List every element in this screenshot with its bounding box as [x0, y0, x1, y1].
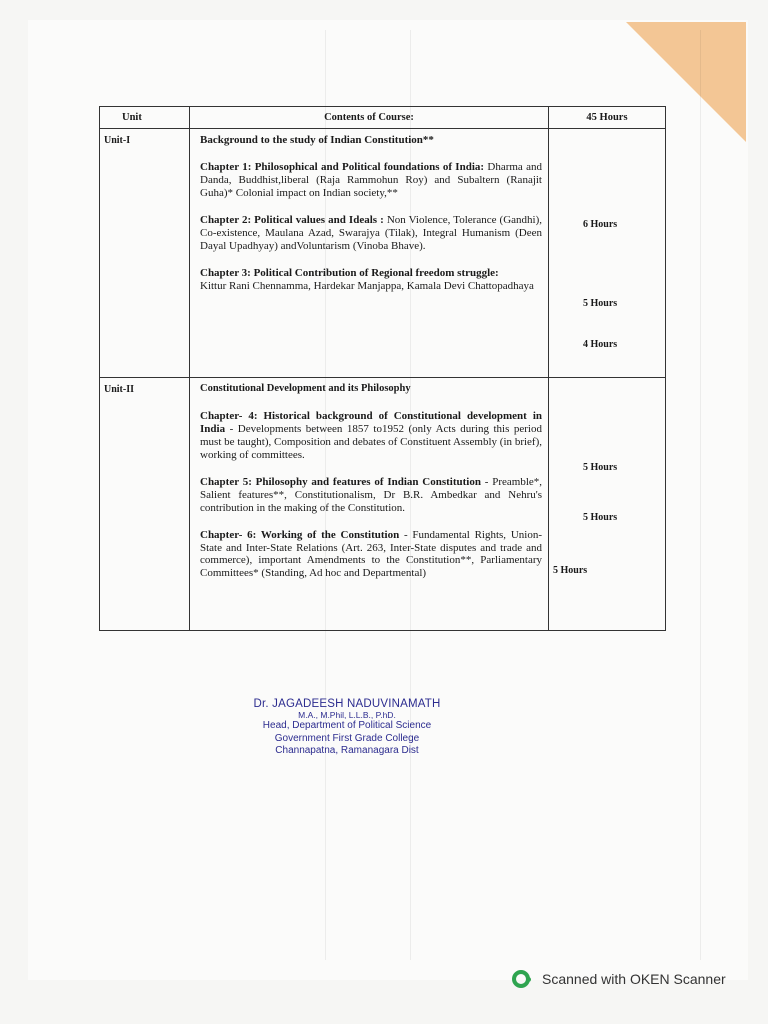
chapter: [200, 476, 542, 515]
chapter-title: Chapter- 4: Historical background of Constitutional development in India: [200, 409, 542, 435]
chapter-body: - Preamble*, Salient features**, Constitutionalism, Dr B.R. Ambedkar and Nehru's contribution in the making of the Constitution.: [200, 475, 543, 514]
chapter-hours: 5 Hours: [583, 512, 618, 524]
chapter: [200, 267, 542, 293]
chapter-title: Chapter 2: Political values and Ideals :: [200, 214, 384, 227]
signatory-position: Head, Department of Political Science: [262, 720, 432, 732]
chapter: [200, 410, 542, 462]
signature-stamp: [222, 698, 472, 757]
unit-label: Unit-I: [100, 129, 190, 378]
header-contents: Contents of Course:: [190, 107, 549, 129]
chapter-title: Chapter 5: Philosophy and features of Indian Constitution: [200, 475, 481, 488]
signatory-location: Channapatna, Ramanagara Dist: [275, 744, 419, 756]
chapter-hours: 5 Hours: [583, 462, 618, 474]
hours-cell: [549, 378, 666, 631]
scanner-label: Scanned with OKEN Scanner: [542, 971, 726, 987]
chapter-title: Chapter- 6: Working of the Constitution: [200, 528, 400, 541]
chapter-body: - Developments between 1857 to1952 (only Acts during this period must be taught), Composition and debates of Constituent Assembly (in brief), working of committees.: [200, 422, 542, 461]
table-header-row: [100, 107, 666, 129]
chapter-title: Chapter 1: Philosophical and Political foundations of India:: [200, 161, 485, 174]
scan-artifact-line: [700, 30, 701, 960]
chapter-body: Kittur Rani Chennamma, Hardekar Manjappa, Kamala Devi Chattopadhaya: [200, 280, 534, 293]
unit-title: Constitutional Development and its Philosophy: [200, 383, 411, 395]
chapter: [200, 529, 542, 581]
signatory-degrees: M.A., M.Phil, L.L.B., P.hD.: [298, 710, 396, 720]
header-hours: 45 Hours: [549, 107, 666, 129]
chapter-hours: 4 Hours: [583, 339, 618, 351]
unit-title: Background to the study of Indian Constitution**: [200, 134, 434, 147]
unit-label: Unit-II: [100, 378, 190, 631]
signatory-name: Dr. JAGADEESH NADUVINAMATH: [253, 698, 441, 710]
chapter-title: Chapter 3: Political Contribution of Regional freedom struggle:: [200, 267, 499, 280]
chapter-hours: 5 Hours: [583, 298, 618, 310]
unit-contents: [190, 129, 549, 378]
chapter-body: - Fundamental Rights, Union-State and Inter-State Relations (Art. 263, Inter-State disputes and trade and commerce), important Amendments to the Constitution**, Parliamentary Committees* (Standing, Ad hoc and Departmental): [200, 528, 542, 580]
table-row: [100, 378, 666, 631]
unit-contents: [190, 378, 549, 631]
chapter: [200, 161, 542, 200]
hours-cell: [549, 129, 666, 378]
table-row: [100, 129, 666, 378]
chapter: [200, 214, 542, 253]
syllabus-table: [99, 106, 666, 631]
chapter-body: Dharma and Danda, Buddhist,liberal (Raja Rammohun Roy) and Subaltern (Ranajit Guha)* Colonial impact on Indian society,**: [200, 161, 543, 200]
header-unit: Unit: [100, 107, 190, 129]
oken-scanner-logo-icon: [512, 970, 530, 988]
chapter-hours: 6 Hours: [583, 219, 618, 231]
scanner-watermark: [512, 968, 726, 990]
signatory-college: Government First Grade College: [274, 732, 420, 744]
chapter-hours: 5 Hours: [553, 565, 588, 577]
chapter-body: Non Violence, Tolerance (Gandhi), Co-existence, Maulana Azad, Swarajya (Tilak), Integral Humanism (Deen Dayal Upadhyay) andVoluntarism (Vinoba Bhave).: [200, 214, 542, 253]
